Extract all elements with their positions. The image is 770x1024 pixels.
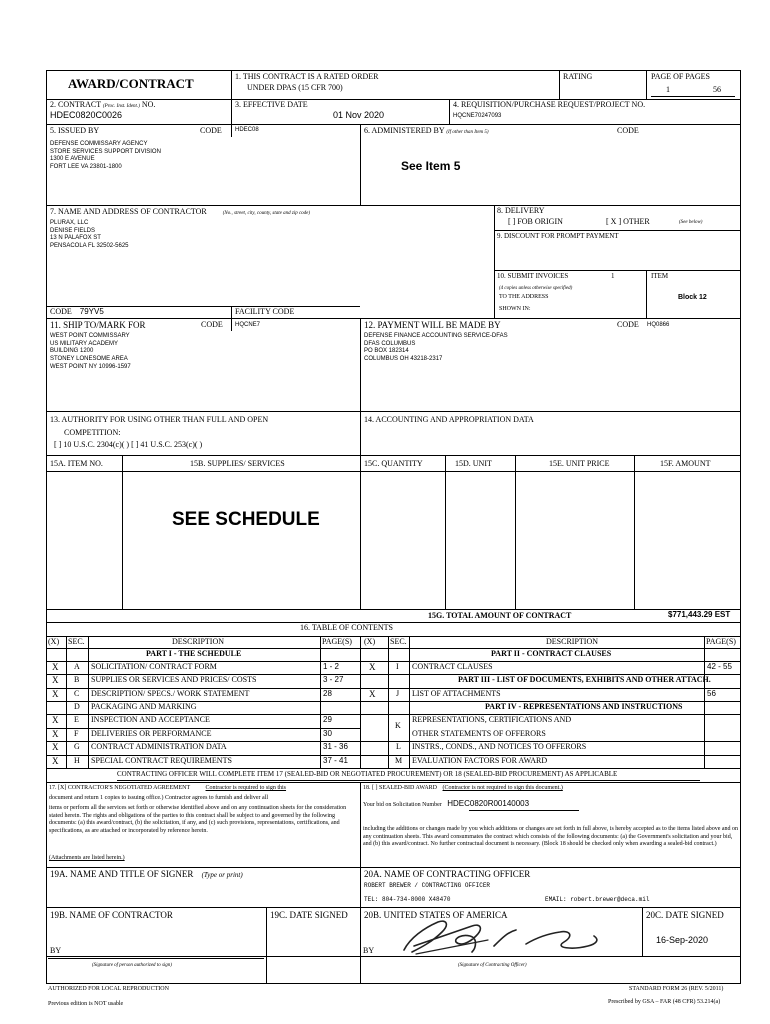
officer-tel: TEL: 804-734-8000 X48470 — [364, 896, 451, 903]
item20b-label: 20B. UNITED STATES OF AMERICA — [364, 910, 508, 920]
address-line: DEFENSE COMMISSARY AGENCY — [50, 141, 148, 147]
toc-sec: D — [74, 702, 80, 711]
facility-code-label: FACILITY CODE — [235, 307, 295, 316]
toc-pages: 28 — [323, 689, 332, 698]
item13-line3: [ ] 10 U.S.C. 2304(c)( ) [ ] 41 U.S.C. 253(c)( ) — [54, 440, 203, 449]
see-schedule: SEE SCHEDULE — [172, 509, 320, 530]
toc-pages: 29 — [323, 715, 332, 724]
contractor-by: BY — [50, 946, 62, 955]
toc-mark: X — [52, 729, 59, 739]
rule — [46, 983, 741, 984]
ship-to-code: HQCNE7 — [235, 322, 261, 328]
rule — [46, 411, 741, 412]
item19a-label — [50, 870, 243, 880]
toc-pages: 3 - 27 — [323, 675, 344, 684]
item20a-label: 20A. NAME OF CONTRACTING OFFICER — [364, 869, 531, 879]
toc-mark: X — [369, 689, 376, 699]
address-line: PENSACOLA FL 32502-5625 — [50, 243, 129, 250]
toc-desc: DESCRIPTION/ SPECS./ WORK STATEMENT — [91, 689, 250, 698]
address-line: DENISE FIELDS — [50, 227, 96, 234]
toc-sec: A — [74, 662, 80, 671]
payment-code: HQ0866 — [647, 322, 670, 328]
rule — [469, 810, 579, 811]
contractor-address — [50, 220, 129, 251]
col-quantity: 15C. QUANTITY — [364, 459, 423, 468]
rule — [409, 636, 410, 768]
pages-count: 56 — [713, 85, 721, 94]
item2-hint: (Proc. Inst. Ident.) — [102, 104, 140, 109]
toc-mark: X — [52, 756, 59, 766]
toc-desc: PACKAGING AND MARKING — [91, 702, 197, 711]
footer-left-2: Previous edition is NOT usable — [48, 1001, 124, 1007]
toc-desc: SOLICITATION/ CONTRACT FORM — [91, 662, 217, 671]
toc-desc: SPECIAL CONTRACT REQUIREMENTS — [91, 756, 232, 765]
rule — [642, 907, 643, 956]
rule — [46, 622, 741, 623]
address-line: STONEY LONESOME AREA — [50, 356, 128, 363]
item19a-hint: (Type or print) — [201, 871, 243, 879]
item5-label: 5. ISSUED BY — [50, 126, 100, 135]
page-number: 1 — [666, 85, 670, 94]
officer-date-signed: 16-Sep-2020 — [656, 935, 709, 945]
address-line: FORT LEE VA 23801-1800 — [50, 164, 122, 171]
officer-email: EMAIL: robert.brewer@deca.mil — [545, 896, 650, 903]
address-line: BUILDING 1200 — [50, 348, 94, 355]
item18-head-note: (Contractor is not required to sign this document.) — [442, 785, 563, 791]
officer-sig-hint: (Signature of Contracting Officer) — [458, 963, 527, 968]
rule — [704, 636, 705, 768]
toc-desc: INSPECTION AND ACCEPTANCE — [91, 715, 210, 724]
item2-label — [50, 101, 155, 110]
rule — [388, 636, 389, 768]
rule — [360, 455, 361, 609]
col-amount: 15F. AMOUNT — [660, 459, 711, 468]
rule — [46, 609, 741, 610]
toc-sec: B — [74, 675, 80, 684]
toc-sec: H — [74, 756, 80, 765]
item10-line: TO THE ADDRESS — [499, 294, 549, 300]
item9-label: 9. DISCOUNT FOR PROMPT PAYMENT — [497, 232, 619, 240]
address-line: 13 N PALAFOX ST — [50, 235, 101, 242]
rule — [646, 270, 647, 318]
page-label: PAGE OF PAGES — [651, 72, 710, 81]
address-line: US MILITARY ACADEMY — [50, 340, 119, 347]
toc-mark: X — [52, 675, 59, 685]
toc-h-x: (X) — [48, 637, 60, 646]
item4-label: 4. REQUISITION/PURCHASE REQUEST/PROJECT NO. — [453, 100, 646, 109]
invoice-copies: 1 — [611, 272, 615, 280]
item7-hint: (No., street, city, county, state and zip code) — [222, 211, 311, 216]
toc-pages: 42 - 55 — [707, 662, 732, 671]
toc-sec: J — [396, 689, 400, 698]
payment-address — [364, 333, 508, 364]
contractor-code: 79YV5 — [79, 307, 104, 316]
rule — [46, 907, 741, 908]
item7-label — [50, 208, 310, 217]
rule — [494, 270, 741, 271]
toc-desc: EVALUATION FACTORS FOR AWARD — [412, 756, 548, 765]
item3-label: 3. EFFECTIVE DATE — [235, 100, 308, 109]
col-unit: 15D. UNIT — [455, 459, 492, 468]
item17-head — [49, 785, 286, 792]
toc-mark: X — [52, 742, 59, 752]
toc-h-pages: PAGE(S) — [322, 637, 352, 646]
toc-desc: LIST OF ATTACHMENTS — [412, 689, 501, 698]
rule — [360, 124, 361, 205]
rule — [445, 455, 446, 609]
toc-mark: X — [52, 715, 59, 725]
item1-label: 1. THIS CONTRACT IS A RATED ORDER — [235, 72, 379, 81]
item6-hint: (If other than Item 5) — [446, 130, 489, 135]
item18-bid — [363, 800, 529, 809]
item10-item-value: Block 12 — [678, 294, 707, 301]
toc-pages: 56 — [707, 689, 716, 698]
toc-desc: REPRESENTATIONS, CERTIFICATIONS AND — [412, 715, 572, 724]
item13-line2: COMPETITION: — [64, 428, 121, 437]
toc-sec: I — [396, 662, 399, 671]
footer-right-1: STANDARD FORM 26 (REV. 5/2011) — [629, 986, 724, 992]
rule — [494, 205, 495, 318]
item10-item-label: ITEM — [651, 272, 669, 280]
toc-desc: DELIVERIES OR PERFORMANCE — [91, 729, 212, 738]
item11-code-label: CODE — [201, 320, 223, 329]
toc-h-sec: SEC. — [390, 637, 407, 646]
item6-label — [364, 127, 489, 136]
officer-name: ROBERT BREWER / CONTRACTING OFFICER — [364, 882, 491, 889]
item7-code — [50, 308, 104, 317]
toc-desc: SUPPLIES OR SERVICES AND PRICES/ COSTS — [91, 675, 257, 684]
address-line: DEFENSE FINANCE ACCOUNTING SERVICE-DFAS — [364, 333, 508, 339]
footer-left-1: AUTHORIZED FOR LOCAL REPRODUCTION — [48, 986, 169, 992]
address-line: PO BOX 182314 — [364, 348, 409, 355]
item18-head-text: 18. [ ] SEALED-BID AWARD — [363, 785, 438, 791]
item18-bid-label: Your bid on Solicitation Number — [363, 802, 442, 808]
rule — [266, 907, 267, 983]
rule — [46, 867, 741, 868]
item17-head-note: Contractor is required to sign this — [205, 785, 287, 791]
requisition-number: HQCNE70247093 — [453, 113, 502, 119]
toc-pages: 37 - 41 — [323, 756, 348, 765]
item17-head-text: 17. [X] CONTRACTOR'S NEGOTIATED AGREEMENT — [49, 785, 191, 791]
contract-number: HDEC0820C0026 — [50, 110, 123, 120]
toc-desc: CONTRACT ADMINISTRATION DATA — [91, 742, 227, 751]
toc-part2: PART II - CONTRACT CLAUSES — [491, 649, 612, 658]
address-line: DFAS COLUMBUS — [364, 340, 416, 347]
item10-label: 10. SUBMIT INVOICES — [497, 272, 569, 280]
toc-sec: C — [74, 689, 80, 698]
rule — [494, 230, 741, 231]
toc-part3: PART III - LIST OF DOCUMENTS, EXHIBITS AND OTHER ATTACH. — [458, 675, 711, 684]
toc-h-x: (X) — [364, 637, 376, 646]
item17-attach: (Attachments are listed herein.) — [49, 855, 125, 861]
footer-right-2: Prescribed by GSA – FAR (48 CFR) 53.214(a) — [608, 999, 721, 1005]
toc-sec: M — [395, 756, 403, 765]
rule — [360, 636, 361, 768]
ship-to-address — [50, 333, 131, 371]
rule — [46, 205, 741, 206]
rule — [46, 455, 741, 456]
col-item-no: 15A. ITEM NO. — [50, 459, 103, 468]
total-amount: $771,443.29 EST — [668, 610, 731, 619]
item19b-label: 19B. NAME OF CONTRACTOR — [50, 910, 173, 920]
rating-label: RATING — [563, 72, 593, 81]
toc-h-desc: DESCRIPTION — [172, 637, 225, 646]
item11-label: 11. SHIP TO/MARK FOR — [50, 320, 146, 330]
toc-desc: INSTRS., CONDS., AND NOTICES TO OFFERORS — [412, 742, 587, 751]
solicitation-number: HDEC0820R00140003 — [447, 799, 530, 808]
rule — [634, 455, 635, 609]
address-line: 1300 E AVENUE — [50, 156, 95, 163]
rule — [46, 318, 741, 319]
toc-sec: E — [74, 715, 79, 724]
toc-pages: 31 - 36 — [323, 742, 348, 751]
item12-code-label: CODE — [617, 320, 639, 329]
officer-by: BY — [363, 946, 375, 955]
address-line: WEST POINT NY 10996-1597 — [50, 363, 131, 370]
rule — [231, 124, 232, 137]
rule — [122, 455, 123, 609]
toc-title: 16. TABLE OF CONTENTS — [300, 623, 393, 632]
rule — [117, 780, 700, 781]
fob-origin-option: [ ] FOB ORIGIN — [508, 217, 563, 226]
rule — [46, 768, 741, 769]
col-unit-price: 15E. UNIT PRICE — [549, 459, 610, 468]
item19c-label: 19C. DATE SIGNED — [270, 910, 348, 920]
rule — [88, 636, 89, 768]
total-label: 15G. TOTAL AMOUNT OF CONTRACT — [428, 611, 572, 620]
toc-h-sec: SEC. — [68, 637, 85, 646]
toc-mark: X — [52, 689, 59, 699]
rule — [360, 782, 361, 983]
rule — [651, 96, 735, 97]
rule — [46, 124, 741, 125]
item19a-label-text: 19A. NAME AND TITLE OF SIGNER — [50, 869, 194, 879]
address-line: STORE SERVICES SUPPORT DIVISION — [50, 148, 161, 155]
toc-sec: L — [396, 742, 401, 751]
toc-desc: CONTRACT CLAUSES — [412, 662, 493, 671]
rule — [66, 636, 67, 768]
rule — [46, 782, 741, 783]
rule — [559, 70, 560, 99]
toc-pages: 30 — [323, 729, 332, 738]
form-title: AWARD/CONTRACT — [68, 76, 194, 91]
rule — [515, 455, 516, 609]
rule — [320, 636, 321, 768]
item1-sub: UNDER DPAS (15 CFR 700) — [247, 83, 343, 92]
rule — [409, 728, 704, 729]
administered-by: See Item 5 — [401, 159, 461, 173]
item8-label: 8. DELIVERY — [497, 206, 545, 215]
item12-label: 12. PAYMENT WILL BE MADE BY — [364, 320, 501, 330]
toc-h-pages: PAGE(S) — [706, 637, 736, 646]
item18-body: including the additions or changes made by you which additions or changes are set forth in full above, is hereby accepted as to the items listed above and on any continuation sheets. This award consummates the contract which consists of the following documents: (a) the Government's solicitation and your bid, and (b) this award/contract. No further contractual document is necessary. (Block 18 should be checked only when awarding a sealed-bid contract.) — [363, 826, 739, 847]
item10-line: SHOWN IN: — [499, 306, 531, 312]
toc-part1: PART I - THE SCHEDULE — [146, 649, 242, 658]
toc-desc: OTHER STATEMENTS OF OFFERORS — [412, 729, 546, 738]
toc-mark: X — [369, 662, 376, 672]
toc-pages: 1 - 2 — [323, 662, 340, 671]
issued-by-code: HDEC08 — [235, 127, 259, 133]
rule — [449, 99, 450, 124]
item10-line: (4 copies unless otherwise specified) — [499, 286, 573, 291]
rule — [646, 70, 647, 99]
address-line: COLUMBUS OH 43218-2317 — [364, 356, 443, 363]
toc-mark: X — [52, 662, 59, 672]
toc-h-desc: DESCRIPTION — [546, 637, 599, 646]
code-label: CODE — [50, 307, 72, 316]
item5-code-label: CODE — [200, 126, 222, 135]
item20c-label: 20C. DATE SIGNED — [646, 910, 724, 920]
item6-code-label: CODE — [617, 126, 639, 135]
item2-no: NO. — [141, 100, 156, 109]
item13-line1: 13. AUTHORITY FOR USING OTHER THAN FULL AND OPEN — [50, 415, 269, 424]
toc-sec: G — [74, 742, 80, 751]
item7-label-text: 7. NAME AND ADDRESS OF CONTRACTOR — [50, 207, 207, 216]
other-hint: (See below) — [679, 220, 703, 225]
contractor-sig-hint: (Signature of person authorized to sign) — [92, 963, 172, 968]
item17-body: items or perform all the services set forth or otherwise identified above and on any continuation sheets for the consideration stated herein. The rights and obligations of the parties to this contract shall be subject to and governed by the following documents: (a) this award/contract, (b) the solicitation, if any, and (c) such provisions, representations, certifications, and specifications, as are attached or incorporated by reference herein. — [49, 805, 347, 834]
item14-label: 14. ACCOUNTING AND APPROPRIATION DATA — [364, 415, 534, 424]
rule — [231, 306, 232, 331]
col-supplies: 15B. SUPPLIES/ SERVICES — [190, 459, 285, 468]
rule — [48, 958, 264, 959]
toc-part4: PART IV - REPRESENTATIONS AND INSTRUCTIONS — [485, 702, 683, 711]
officer-note: CONTRACTING OFFICER WILL COMPLETE ITEM 17 (SEALED-BID OR NEGOTIATED PROCUREMENT) OR 18 (SEALED-BID PROCUREMENT) AS APPLICABLE — [117, 770, 618, 778]
rule — [231, 70, 232, 124]
toc-sec: F — [74, 729, 79, 738]
contracting-officer-signature — [376, 916, 626, 960]
rule — [360, 318, 361, 455]
other-option: [ X ] OTHER — [606, 217, 650, 226]
toc-sec: K — [395, 721, 401, 730]
address-line: PLURAX, LLC — [50, 220, 89, 226]
item2-label-text: 2. CONTRACT — [50, 100, 101, 109]
effective-date: 01 Nov 2020 — [333, 110, 385, 120]
item18-head — [363, 785, 563, 792]
rule — [46, 471, 741, 472]
item17-line2: document and return 1 copies to issuing office.) Contractor agrees to furnish and deliver all — [49, 795, 268, 801]
address-line: WEST POINT COMMISSARY — [50, 333, 130, 339]
issued-by-address — [50, 141, 161, 172]
item6-label-text: 6. ADMINISTERED BY — [364, 126, 445, 135]
